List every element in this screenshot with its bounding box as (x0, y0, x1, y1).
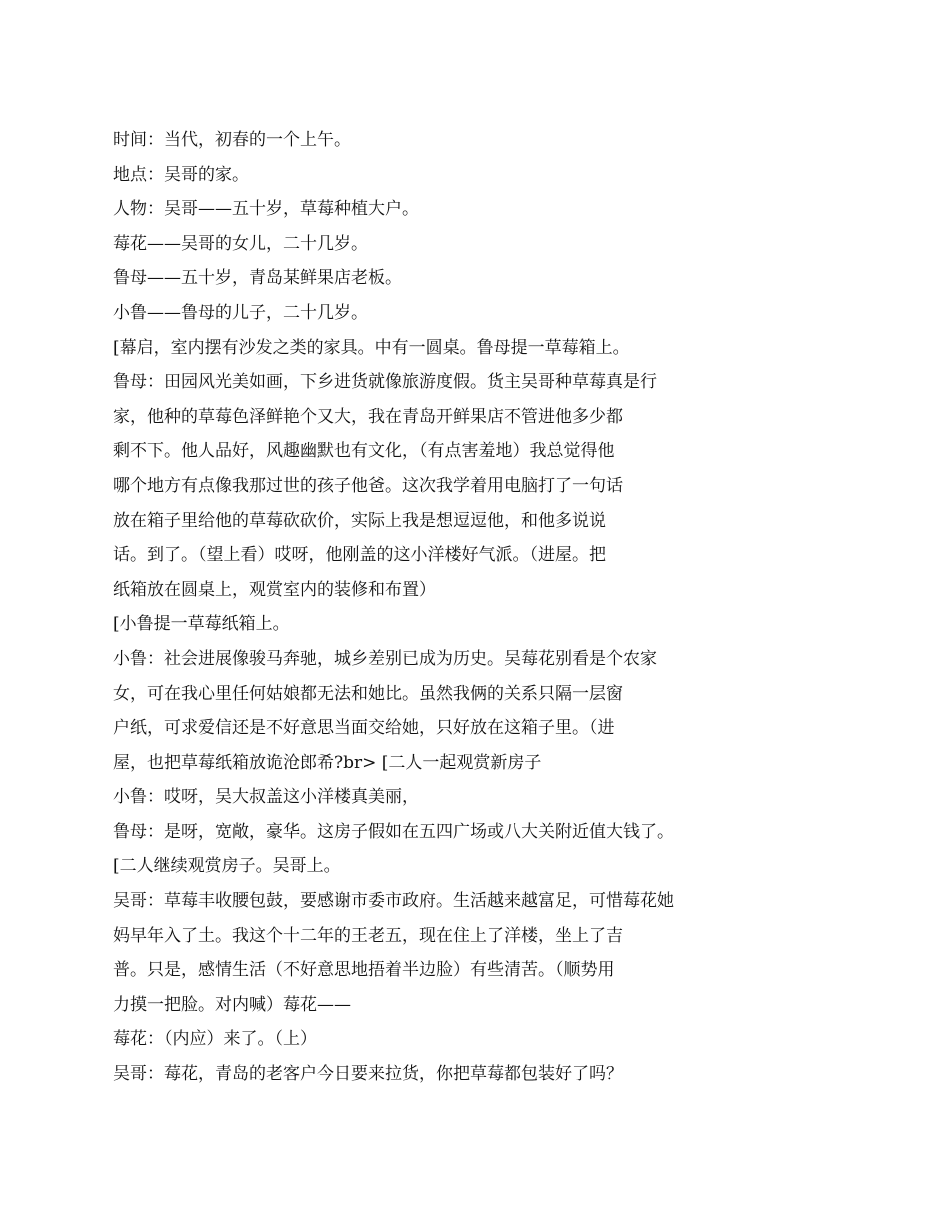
text-line: 妈早年入了土。我这个十二年的王老五，现在住上了洋楼，坐上了吉 (113, 925, 623, 946)
text-line: 话。到了。（望上看）哎呀，他刚盖的这小洋楼好气派。（进屋。把 (113, 545, 606, 566)
text-line: 时间：当代，初春的一个上午。 (113, 130, 351, 150)
text-line: 小鲁：社会进展像骏马奔驰，城乡差别已成为历史。吴莓花别看是个农家 (113, 648, 657, 669)
text-line: 女，可在我心里任何姑娘都无法和她比。虽然我俩的关系只隔一层窗 (113, 683, 623, 704)
text-line: [幕启，室内摆有沙发之类的家具。中有一圆桌。鲁母提一草莓箱上。 (113, 337, 630, 358)
text-line: 普。只是，感情生活（不好意思地捂着半边脸）有些清苦。（顺势用 (113, 960, 615, 981)
text-line: 家，他种的草莓色泽鲜艳个又大，我在青岛开鲜果店不管进他多少都 (113, 406, 623, 427)
text-line: 哪个地方有点像我那过世的孩子他爸。这次我学着用电脑打了一句话 (113, 475, 623, 496)
text-line: 地点：吴哥的家。 (113, 164, 249, 185)
text-line: 鲁母：田园风光美如画，下乡进货就像旅游度假。货主吴哥种草莓真是行 (113, 372, 657, 393)
text-line: 吴哥：草莓丰收腰包鼓，要感谢市委市政府。生活越来越富足，可惜莓花她 (113, 891, 674, 912)
text-line: 鲁母——五十岁，青岛某鲜果店老板。 (113, 268, 402, 289)
text-line: 莓花：（内应）来了。（上） (113, 1029, 317, 1050)
text-line: 屋，也把草莓纸箱放诡沧郎希?br> [二人一起观赏新房子 (113, 752, 542, 773)
text-line: 小鲁：哎呀，吴大叔盖这小洋楼真美丽， (113, 787, 419, 808)
text-line: 鲁母：是呀，宽敞，豪华。这房子假如在五四广场或八大关附近值大钱了。 (113, 821, 674, 842)
text-line: [二人继续观赏房子。吴哥上。 (113, 856, 341, 877)
text-line: 放在箱子里给他的草莓砍砍价，实际上我是想逗逗他，和他多说说 (113, 510, 606, 531)
text-line: 小鲁——鲁母的儿子，二十几岁。 (113, 302, 368, 323)
text-line: [小鲁提一草莓纸箱上。 (113, 614, 290, 635)
text-line: 人物：吴哥——五十岁，草莓种植大户。 (113, 199, 419, 220)
text-line: 莓花——吴哥的女儿，二十几岁。 (113, 233, 368, 254)
text-line: 力摸一把脸。对内喊）莓花—— (113, 994, 351, 1015)
text-line: 剩不下。他人品好，风趣幽默也有文化，（有点害羞地）我总觉得他 (113, 441, 615, 462)
text-line: 吴哥：莓花，青岛的老客户今日要来拉货，你把草莓都包装好了吗？ (113, 1064, 623, 1085)
text-line: 户纸，可求爱信还是不好意思当面交给她，只好放在这箱子里。（进 (113, 718, 615, 739)
text-line: 纸箱放在圆桌上，观赏室内的装修和布置） (113, 579, 436, 600)
script-text (113, 123, 873, 1092)
